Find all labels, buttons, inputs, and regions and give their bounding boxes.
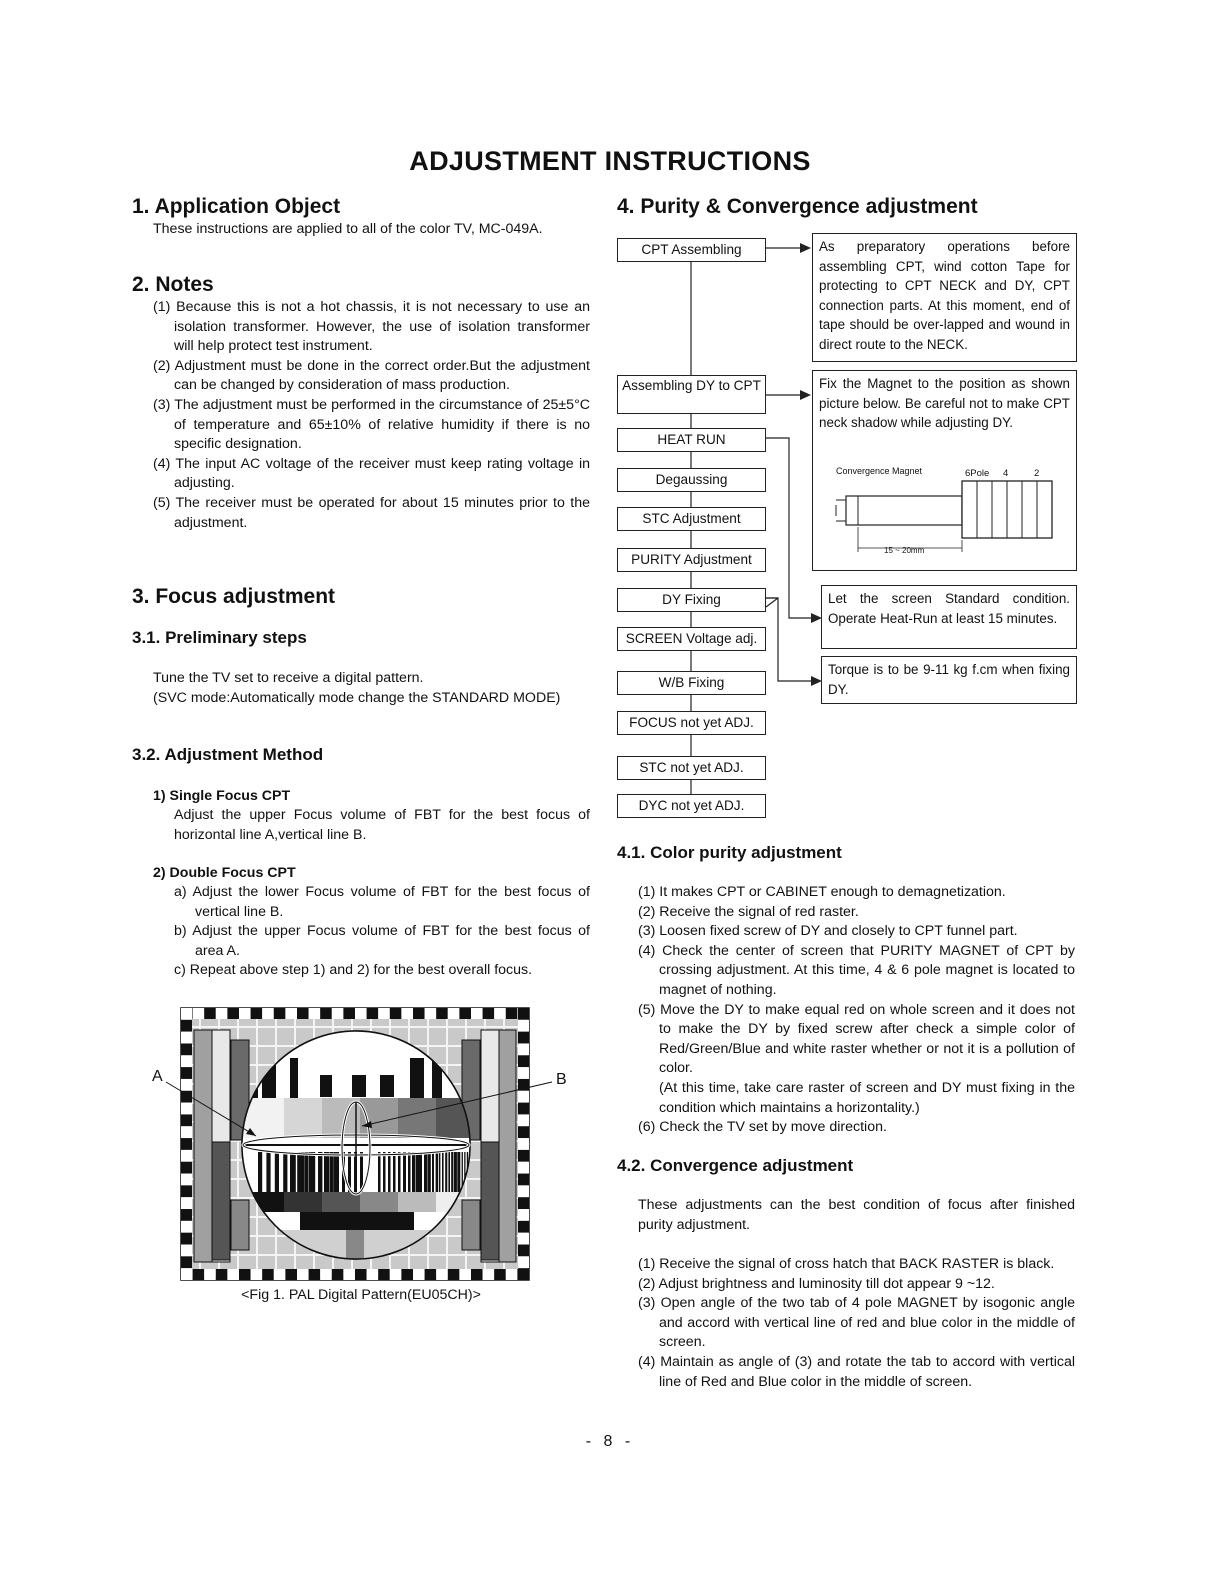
- flow-step-cpt-assembling: CPT Assembling: [617, 238, 766, 262]
- flow-step-wb-fixing: W/B Fixing: [617, 671, 766, 695]
- label-b: B: [556, 1071, 567, 1088]
- subsection-4-1-heading: 4.1. Color purity adjustment: [617, 843, 842, 862]
- purity-steps-list: [638, 883, 1075, 1138]
- convergence-step: (1) Receive the signal of cross hatch that BACK RASTER is black.: [638, 1256, 1055, 1272]
- convergence-step: (4) Maintain as angle of (3) and rotate the tab to accord with vertical line of Red and Blue color in the middle of screen.: [638, 1353, 1075, 1390]
- flow-step-stc-adjustment: STC Adjustment: [617, 507, 766, 531]
- subsection-4-2-heading: 4.2. Convergence adjustment: [617, 1156, 854, 1175]
- subsection-3-2-heading: 3.2. Adjustment Method: [132, 745, 324, 764]
- checker-border: [181, 1008, 529, 1280]
- note-item: (3) The adjustment must be performed in the circumstance of 25±5°C of temperature and 65±10% of relative humidity if there is no specific designation.: [153, 396, 590, 453]
- section-4-heading: 4. Purity & Convergence adjustment: [617, 195, 978, 218]
- magnet-pole-2: 2: [1034, 468, 1040, 479]
- convergence-steps-list: [638, 1255, 1075, 1392]
- notes-list: [153, 298, 590, 533]
- magnet-pole-4: 4: [1003, 468, 1009, 479]
- prelim-text-2-line: (SVC mode:Automatically mode change the STANDARD MODE): [153, 690, 561, 706]
- flow-step-degaussing: Degaussing: [617, 468, 766, 492]
- note-item: (1) Because this is not a hot chassis, it is not necessary to use an isolation transformer. However, the use of isolation transformer will help protect test instrument.: [153, 299, 590, 355]
- purity-step: (4) Check the center of screen that PURITY MAGNET of CPT by crossing adjustment. At this time, 4 & 6 pole magnet is located to magnet of nothing.: [638, 942, 1075, 998]
- purity-step: (2) Receive the signal of red raster.: [638, 903, 859, 920]
- subsection-3-1-heading: 3.1. Preliminary steps: [132, 628, 307, 647]
- purity-step-note: (At this time, take care raster of screen and DY must fixing in the condition which maintains a horizontality.): [659, 1079, 1075, 1116]
- section-1-heading: 1. Application Object: [132, 195, 341, 218]
- double-focus-item: b) Adjust the upper Focus volume of FBT for the best focus of area A.: [174, 923, 590, 959]
- section-2-heading: 2. Notes: [132, 273, 214, 296]
- double-focus-item: a) Adjust the lower Focus volume of FBT for the best focus of vertical line B.: [174, 884, 590, 920]
- resolution-stripes: [258, 1152, 476, 1192]
- note-heat-run: Let the screen Standard condition. Operate Heat-Run at least 15 minutes.: [821, 585, 1077, 649]
- double-focus-list: [174, 883, 590, 981]
- convergence-intro: These adjustments can the best condition of focus after finished purity adjustment.: [638, 1197, 1075, 1233]
- note-item: (5) The receiver must be operated for about 15 minutes prior to the adjustment.: [153, 494, 590, 531]
- purity-step: (3) Loosen fixed screw of DY and closely to CPT funnel part.: [638, 923, 1018, 940]
- purity-step: (1) It makes CPT or CABINET enough to demagnetization.: [638, 884, 1006, 900]
- flow-step-stc-not-adj: STC not yet ADJ.: [617, 756, 766, 780]
- convergence-step: (3) Open angle of the two tab of 4 pole MAGNET by isogonic angle and accord with vertical line of red and blue color in the middle of screen.: [638, 1295, 1075, 1351]
- page-number: - 8 -: [585, 1433, 635, 1450]
- note-magnet-text: Fix the Magnet to the position as shown picture below. Be careful not to make CPT neck shadow while adjusting DY.: [819, 376, 1070, 431]
- section-3-heading: 3. Focus adjustment: [132, 585, 336, 608]
- single-focus-text: Adjust the upper Focus volume of FBT for the best focus of horizontal line A,vertical line B.: [174, 807, 590, 843]
- convergence-step: (2) Adjust brightness and luminosity till dot appear 9 ~12.: [638, 1275, 995, 1292]
- note-torque: Torque is to be 9-11 kg f.cm when fixing DY.: [821, 656, 1077, 704]
- figure-caption: <Fig 1. PAL Digital Pattern(EU05CH)>: [241, 1287, 481, 1303]
- page-title: ADJUSTMENT INSTRUCTIONS: [409, 146, 811, 176]
- section-1-text: These instructions are applied to all of the color TV, MC-049A.: [153, 221, 543, 237]
- note-item: (2) Adjustment must be done in the correct order.But the adjustment can be changed by consideration of mass production.: [153, 357, 590, 394]
- flow-step-heat-run: HEAT RUN: [617, 428, 766, 452]
- label-a: A: [152, 1068, 163, 1085]
- flow-step-dyc-not-adj: DYC not yet ADJ.: [617, 794, 766, 818]
- note-cpt-assembling: As preparatory operations before assembling CPT, wind cotton Tape for protecting to CPT NECK and DY, CPT connection parts. At this moment, end of tape should be over-lapped and wound in direct route to the NECK.: [812, 233, 1077, 362]
- flow-step-purity-adjustment: PURITY Adjustment: [617, 548, 766, 572]
- purity-step: (5) Move the DY to make equal red on whole screen and it does not to make the DY by fixed screw after check a simple color of Red/Green/Blue and white raster whether or not it is a pollution of color.: [638, 1001, 1075, 1077]
- double-focus-item: c) Repeat above step 1) and 2) for the best overall focus.: [174, 962, 533, 979]
- single-focus-title: 1) Single Focus CPT: [153, 788, 291, 804]
- magnet-dimension: 15 ~ 20mm: [884, 546, 925, 555]
- magnet-pole-6: 6Pole: [965, 468, 990, 479]
- magnet-label: Convergence Magnet: [836, 466, 923, 476]
- prelim-text-2: [153, 689, 590, 709]
- note-item: (4) The input AC voltage of the receiver must keep rating voltage in adjusting.: [153, 455, 590, 492]
- prelim-text-1: Tune the TV set to receive a digital pattern.: [153, 670, 424, 686]
- flow-step-focus-not-adj: FOCUS not yet ADJ.: [617, 711, 766, 735]
- purity-step: (6) Check the TV set by move direction.: [638, 1119, 887, 1136]
- flow-step-assembling-dy: Assembling DY to CPT: [617, 375, 766, 414]
- flow-step-dy-fixing: DY Fixing: [617, 588, 766, 612]
- double-focus-title: 2) Double Focus CPT: [153, 865, 296, 881]
- flow-step-screen-voltage: SCREEN Voltage adj.: [617, 627, 766, 651]
